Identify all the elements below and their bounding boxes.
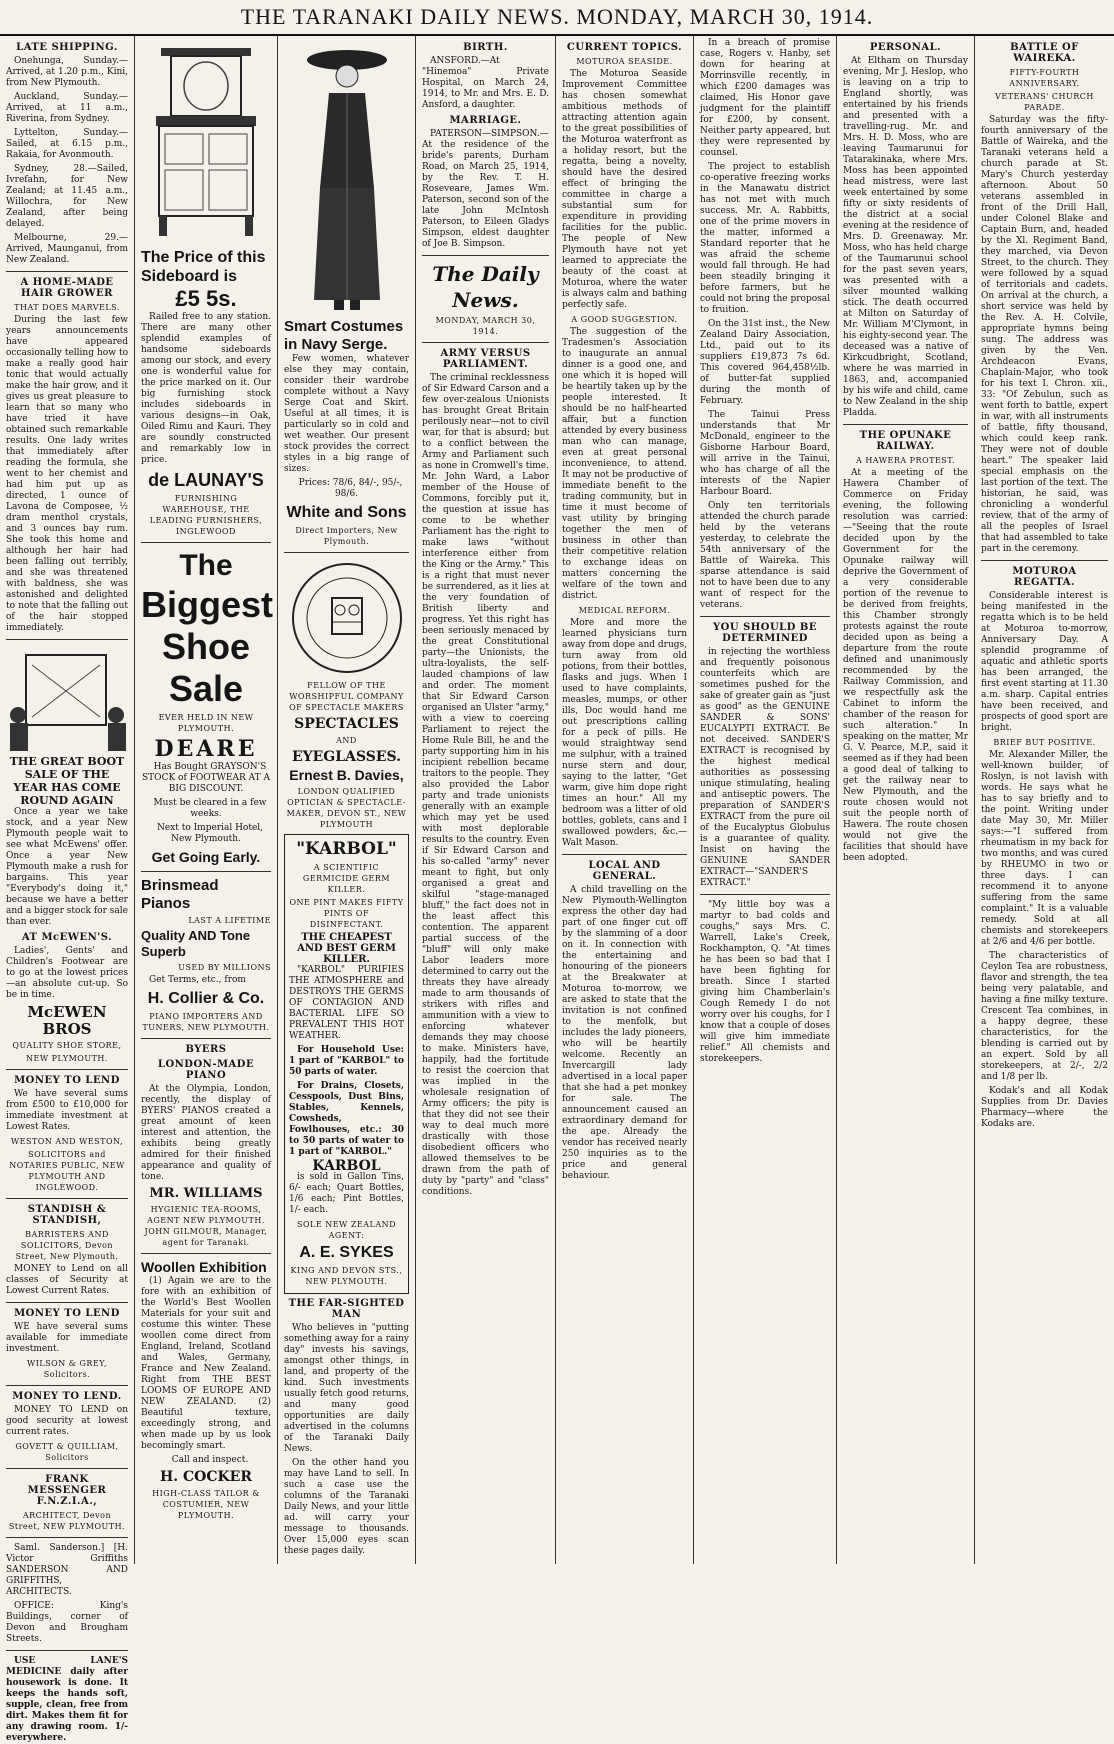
davies-name: Ernest B. Davies, <box>289 767 404 783</box>
and-text: AND <box>336 736 357 745</box>
shoe-sale-sub: EVER HELD IN NEW PLYMOUTH. <box>158 713 254 733</box>
column-6 <box>694 36 837 1564</box>
medical-heading: MEDICAL REFORM. <box>578 606 671 615</box>
mcewen-town: NEW PLYMOUTH. <box>26 1054 108 1063</box>
shoe-sale-line-3: Shoe <box>161 626 250 667</box>
weston-sub: SOLICITORS and NOTARIES PUBLIC, NEW PLYMOUTH AND INGLEWOOD. <box>9 1150 125 1192</box>
money3-text: MONEY TO LEND on good security at lowest current rates. <box>6 1405 128 1437</box>
money2-text: WE have several sums available for immediate investment. <box>6 1322 128 1354</box>
cleared-text: Must be cleared in a few weeks. <box>153 798 267 819</box>
divider <box>6 1537 128 1538</box>
shoe-sale-line-2: Biggest <box>141 584 274 625</box>
battle-subheading-1: FIFTY-FOURTH ANNIVERSARY. <box>1009 68 1080 88</box>
moturoa-text: The Moturoa Seaside Improvement Committee has chosen somewhat ambitious methods of attracting attention again to the great possibilities of the Moturoa waterfront as a holiday resort, but the regatta, being a novelty, should have the desired effect of bringing the committee in charge a substantial sum for expenditure in providing facilities for the public. The people of New Plymouth have not yet learned to appreciate the beauty of the coast at Moturoa, where the water is always calm and bathing perfectly safe. <box>562 69 687 310</box>
millions-text: USED BY MILLIONS <box>178 963 271 972</box>
cheapest-text: THE CHEAPEST AND BEST GERM KILLER. <box>297 932 396 965</box>
medical-text: More and more the learned physicians turn away from dope and drugs, turn away from old potions, from their bottles, flasks and jugs. When I used to have complaints, measles, mumps, or other ills, Doc would hand me out prescriptions calling for a peck of pills. He would straightway send me sulphur, with a trained nurse stern and dour, saying to the latter, "Get warm, give him dope right times an hour." All my bedroom was a litter of old bottles, goblets, cans and I swallowed powders, &c.—Walt Mason. <box>562 618 687 848</box>
suggestion-text: The suggestion of the Tradesmen's Association to inaugurate an annual dinner is a good one, and one which it is hoped will be heartily taken up by the people interested. It should be no half-hearted affair, but a function attended by every business man who can manage, even at great personal inconvenience, to attend. It may not be productive of immediate benefit to the trading community, but in time it must become of vast utility by bringing together the men of business in other than their competitive relation to exchange ideas on matters concerning the welfare of the town and district. <box>562 327 687 601</box>
column-8 <box>975 36 1114 1564</box>
karbol-heading: "KARBOL" <box>296 839 397 859</box>
deare-text: Has Bought GRAYSON'S STOCK of FOOTWEAR AT A BIG DISCOUNT. <box>142 762 270 794</box>
divider <box>981 560 1108 561</box>
opunake-heading: THE OPUNAKE RAILWAY. <box>859 430 952 452</box>
karbol-text: "KARBOL" PURIFIES THE ATMOSPHERE and DESTROYS THE GERMS OF CONTAGION AND BACTERIAL LIFE SO PREVALENT THIS HOT WEATHER. <box>289 965 404 1041</box>
newspaper-logo: The Daily News. <box>432 262 539 312</box>
last-lifetime: LAST A LIFETIME <box>188 916 271 925</box>
project-text: The project to establish co-operative freezing works in the Manawatu district has not met with much success. Mr. A. Rabbitts, one of the prime movers in the matter, informed a Standard reporter that he was afraid the scheme would fall through. He had been steadily bringing it before farmers, but he could not bring the proposal to fruition. <box>700 162 830 315</box>
delaunay-sub: FURNISHING WAREHOUSE, THE LEADING FURNISHERS, INGLEWOOD <box>149 494 263 536</box>
column-1 <box>0 36 135 1743</box>
shipping-item: Lyttelton, Sunday.—Sailed, at 6.15 p.m., Rakaia, for Avonmouth. <box>6 128 128 160</box>
smart-costumes-heading: Smart Costumes in Navy Serge. <box>284 318 404 353</box>
masthead-title: THE TARANAKI DAILY NEWS. MONDAY, MARCH 30, 1914. <box>0 0 1114 36</box>
personal-heading: PERSONAL. <box>869 42 942 53</box>
sanderson-sub: OFFICE: King's Buildings, corner of Devon and Brougham Streets. <box>6 1601 128 1644</box>
brief-text: Mr. Alexander Miller, the well-known builder, of Roslyn, is not lavish with words. He says what he has to say briefly and to the point. Writing under date May 30, Mr. Miller says:—"I suffered from rheumatism in my back for two months, and was cured by RHEUMO in two or three days. I can recommend it to anyone suffering from the same complaint." It is a valuable remedy. Sold at all chemists and storekeepers at 2/6 and 4/6 per bottle. <box>981 750 1108 947</box>
sykes-name: A. E. SYKES <box>299 1244 394 1261</box>
marriage-text: PATERSON—SIMPSON.—At the residence of the bride's parents, Durham Road, on March 25, 1914, by the Rev. T. H. Roseveare, James Wm. Paterson, second son of the late John McIntosh Paterson, to Eileen Gladys Simpson, eldest daughter of Joe B. Simpson. <box>422 129 549 249</box>
quality-text: Quality AND Tone Superb <box>141 928 251 959</box>
collier-sub: PIANO IMPORTERS AND TUNERS, NEW PLYMOUTH. <box>142 1012 270 1032</box>
column-3 <box>278 36 416 1564</box>
sold-text: is sold in Gallon Tins, 6/- each; Quart Bottles, 1/6 each; Pint Bottles, 1/- each. <box>289 1172 404 1215</box>
battle-subheading-2: VETERANS' CHURCH PARADE. <box>995 92 1094 112</box>
karbol-sub: A SCIENTIFIC GERMICIDE GERM KILLER. <box>302 863 391 894</box>
shipping-item: Onehunga, Sunday.—Arrived, at 1.20 p.m., Kini, from New Plymouth. <box>6 56 128 88</box>
spectacle-makers-seal-icon <box>284 558 410 678</box>
divider <box>700 894 830 895</box>
davies-sub: LONDON QUALIFIED OPTICIAN & SPECTACLE-MAKER, DEVON ST., NEW PLYMOUTH <box>286 787 407 829</box>
kodak-text: Kodak's and all Kodak Supplies from Dr. Davies Pharmacy—where the Kodaks are. <box>981 1086 1108 1129</box>
mcewen-sub: QUALITY SHOE STORE, <box>12 1041 122 1050</box>
far-sighted-end: On the other hand you may have Land to sell. In such a case use the columns of the Taranaki Daily News, and your little ad. will carry your message to thousands. Over 15,000 eyes scan these pages daily. <box>284 1458 409 1556</box>
divider <box>6 1302 128 1303</box>
messenger-sub: ARCHITECT, Devon Street, NEW PLYMOUTH. <box>8 1511 126 1531</box>
lane-medicine-ad: USE LANE'S MEDICINE daily after housework is done. It keeps the hands soft, supple, clean, free from dirt. Makes them fit for any drawing room. 1/- everywhere. <box>6 1656 128 1743</box>
money2-heading: MONEY TO LEND <box>14 1308 120 1319</box>
woollen-text: (1) Again we are to the fore with an exhibition of the World's Best Woollen Materials for your suit and costume this winter. These woollen come direct from England, Ireland, Scotland and Wales, Germany, France and New Zealand. Right from THE BEST LOOMS OF EUROPE AND NEW ZEALAND. (2) Beautiful texture, exceedingly strong, and when made up by us look becomingly smart. <box>141 1276 271 1451</box>
sander-heading: YOU SHOULD BE DETERMINED <box>713 622 817 644</box>
prices-text: Prices: 78/6, 84/-, 95/-, 98/6. <box>298 478 403 499</box>
far-sighted-heading: THE FAR-SIGHTED MAN <box>288 1298 405 1320</box>
divider <box>284 552 409 553</box>
smart-costumes-text: Few women, whatever else they may contain, consider their wardrobe complete without a Navy Serge Coat and Skirt. Useful at all times, it is particularly so in cold and wet weather. Our present stock provides the correct styles in a big range of sizes. <box>284 354 409 474</box>
mcewens-text: Ladies', Gents' and Children's Footwear are to go at the lowest prices—an absolute cut-up. So be in time. <box>6 946 128 1000</box>
white-sons-name: White and Sons <box>286 504 407 521</box>
divider <box>6 1650 128 1651</box>
divider <box>141 1038 271 1039</box>
mcewens-heading: AT McEWEN'S. <box>21 932 113 943</box>
opunake-text: At a meeting of the Hawera Chamber of Commerce on Friday evening, the following resolution was carried:—"Seeing that the route decided upon by the Government for the Opunake railway will deprive the Government of a very considerable portion of the revenue to be derived from freights, this Chamber strongly protests against the route decided upon as being a departure from the route defined and unanimously recommended by the Railway Commission, and we respectfully ask the Cabinet to inform the chamber of the reason for such alteration." In speaking on the matter, Mr G. V. Pearce, M.P., said it seemed as if they had been a good deal of talking to get the railway near to New Plymouth, and the route chosen would not suit the people north of Hawera. The route chosen would not give the facilities that should have been adopted. <box>843 468 968 863</box>
divider <box>6 1468 128 1469</box>
current-topics-heading: CURRENT TOPICS. <box>566 42 683 53</box>
sander-text: in rejecting the worthless and frequently poisonous counterfeits which are sometimes pushed for the sake of greater gain as "just as good" as the GENUINE SANDER & SONS' EUCALYPTI EXTRACT. Be not deceived. SANDER'S EXTRACT is recognised by the highest medical authorities as possessing unique stimulating, healing and antiseptic powers. The preparation of SANDER'S EXTRACT from the pure oil of the Eucalyptus Globulus is a guarantee of quality. Insist on having the GENUINE SANDER EXTRACT—"SANDER'S EXTRACT." <box>700 647 830 888</box>
boot-sale-illustration-icon <box>6 645 128 755</box>
birth-heading: BIRTH. <box>463 42 508 53</box>
early-text: Get Going Early. <box>151 849 261 865</box>
money-text: We have several sums from £500 to £10,000 for immediate investment at Lowest Rates. <box>6 1089 128 1132</box>
spectacles-heading: SPECTACLES <box>294 716 399 732</box>
price-heading: The Price of this Sideboard is <box>141 249 266 285</box>
harbour-text: The Tainui Press understands that Mr McDonald, engineer to the Gisborne Harbour Board, will arrive in the Tainui, who has charge of all the interests of the Napier Harbour Board. <box>700 410 830 497</box>
standish-sub: BARRISTERS AND SOLICITORS, Devon Street, New Plymouth. <box>15 1230 119 1261</box>
hair-article: During the last few years announcements have appeared occasionally telling how to make a really good hair tonic that would actually make the hair grow, and it gives us great pleasure to learn that so many who have tried it have obtained such remarkable results. One lady writes that immediately after reading the formula, she went to her chemist and had him put up as directed, 1 ounce of Lavona de Composee, ½ dram menthol crystals, and 3 ounces bay rum. She took this home and although her hair had been falling out terribly, and she was threatened with baldness, she was astonished and delighted to note that the falling out of the hair stopped immediately. <box>6 315 128 633</box>
column-4 <box>416 36 556 1564</box>
brief-heading: BRIEF BUT POSITIVE. <box>993 738 1096 747</box>
cough-remedy-text: "My little boy was a martyr to bad colds and coughs," says Mrs. C. Warrell, Lake's Creek, Rockhampton, Q. "At times he has been so bad that I have been fighting for breath. Since I started giving him Chamberlain's Cough Remedy I do not worry over his coughs, for I know that a couple of doses will give him immediate relief." All chemists and storekeepers. <box>700 900 830 1064</box>
marriage-heading: MARRIAGE. <box>449 115 522 126</box>
call-text: Call and inspect. <box>171 1455 249 1465</box>
standish-name: STANDISH & STANDISH, <box>27 1204 107 1226</box>
household-text: For Household Use: 1 part of "KARBOL" to 50 parts of water. <box>289 1045 404 1077</box>
lady-costume-illustration-icon <box>284 38 410 318</box>
divider <box>141 871 271 872</box>
divider <box>6 1069 128 1070</box>
drains-text: For Drains, Closets, Cesspools, Dust Bins, Stables, Kennels, Cowsheds, Fowlhouses, etc.: 30 to 50 parts of water to 1 part of "KARBOL." <box>289 1081 404 1157</box>
shipping-item: Melbourne, 29.—Arrived, Maunganui, from New Zealand. <box>6 233 128 265</box>
shipping-item: Sydney, 28.—Sailed, Ivrefahn, for New Zealand; at 11.45 a.m., Willochra, for New Zealand, after being delayed. <box>6 164 128 229</box>
regatta-text: Considerable interest is being manifested in the regatta which is to be held at Moturoa to-morrow, Anniversary Day. A splendid programme of aquatic and athletic sports has been arranged, the first event starting at 11.30 a.m. sharp. Capital entries have been received, and prospects of good sport are bright. <box>981 591 1108 733</box>
white-sons-sub: Direct Importers, New Plymouth. <box>295 526 398 546</box>
divider <box>141 1253 271 1254</box>
column-2 <box>135 36 278 1564</box>
agent-text: SOLE NEW ZEALAND AGENT: <box>296 1220 397 1240</box>
suggestion-heading: A GOOD SUGGESTION. <box>571 315 678 324</box>
divider <box>6 639 128 640</box>
boot-sale-heading: THE GREAT BOOT SALE OF THE YEAR HAS COME ROUND AGAIN <box>9 755 125 807</box>
deare-name: DEARE <box>154 736 258 762</box>
eyeglasses-heading: EYEGLASSES. <box>291 749 402 765</box>
divider <box>422 342 549 343</box>
williams-sub: HYGIENIC TEA-ROOMS, AGENT NEW PLYMOUTH. JOHN GILMOUR, Manager, agent for Taranaki. <box>144 1205 268 1247</box>
shipping-item: Auckland, Sunday.—Arrived, at 11 a.m., Riverina, from Sydney. <box>6 92 128 124</box>
sideboard-illustration-icon <box>141 38 271 248</box>
cocker-name: H. COCKER <box>160 1469 252 1485</box>
mcewen-bros-name: McEWEN BROS <box>27 1003 107 1038</box>
hair-heading: A HOME-MADE HAIR GROWER <box>20 277 114 299</box>
money3-heading: MONEY TO LEND. <box>12 1391 122 1402</box>
divider <box>6 1198 128 1199</box>
price-text: Railed free to any station. There are many other splendid examples of handsome sideboards among our stock, and every one is wonderful value for the price marked on it. Our big furnishing stock includes sideboards in various designs—in Oak, Oiled Rimu and Kauri. They are soundly constructed and remarkably low in price. <box>141 312 271 465</box>
tea-text: The characteristics of Ceylon Tea are robustness, flavor and strength, the tea being very palatable, and having a fine milky texture. Crescent Tea combines, in a happy degree, these characteristics, for the blending is carried out by an expert. Sold by all storekeepers, at 2/-, 2/2 and 1/8 per lb. <box>981 951 1108 1082</box>
messenger-name: FRANK MESSENGER F.N.Z.I.A., <box>27 1474 107 1507</box>
divider <box>700 616 830 617</box>
shoe-sale-line-1: The <box>179 549 233 582</box>
weston-name: WESTON AND WESTON, <box>10 1137 124 1146</box>
williams-name: MR. WILLIAMS <box>149 1186 263 1201</box>
money-heading: MONEY TO LEND <box>14 1075 120 1086</box>
byers-name: BYERS <box>185 1044 227 1055</box>
karbol-pint: ONE PINT MAKES FIFTY PINTS OF DISINFECTANT. <box>289 898 404 929</box>
battle-heading: BATTLE OF WAIREKA. <box>1010 42 1079 64</box>
regatta-heading: MOTUROA REGATTA. <box>1012 566 1077 588</box>
dairy-text: On the 31st inst., the New Zealand Dairy Association, Ltd., paid out to its suppliers £19,873 7s 6d. This covered 964,458½lb. of butter-fat supplied during the month of February. <box>700 319 830 406</box>
shipping-heading: LATE SHIPPING. <box>16 42 118 53</box>
boot-sale-text: Once a year we take stock, and a year New Plymouth people wait to see what McEwens' offer. Once a year New Plymouth make a rush for bargains. This year "Everybody's doing it," because we have a better and a bigger stock for sale than ever. <box>6 807 128 927</box>
shoe-sale-line-4: Sale <box>168 668 244 709</box>
price-value: £5 5s. <box>175 286 237 311</box>
column-7 <box>837 36 975 1564</box>
divider <box>843 424 968 425</box>
seal-caption: FELLOW OF THE WORSHIPFUL COMPANY OF SPECTACLE MAKERS <box>289 681 404 712</box>
territorials-text: Only ten territorials attended the church parade held by the veterans yesterday, to celebrate the 54th anniversary of the Battle of Waireka. This sparse attendance is said not to have been due to any want of respect for the veterans. <box>700 501 830 610</box>
byers-heading: LONDON-MADE PIANO <box>157 1059 255 1081</box>
column-5 <box>556 36 694 1564</box>
personal-text: At Eltham on Thursday evening, Mr J. Heslop, who is leaving on a trip to England shortly, was entertained by his friends and presented with a travelling-rug. Mr. and Mrs. H. D. Moss, who are leaving Taumarunui for Tatarakinaka, where Mrs. Moss has been appointed head mistress, were last week entertained by some fifty or sixty residents of the district at a social evening at the residence of Mrs. D. Greenaway. Mr. Moss, who has held charge of the Taumarunui school for the past seven years, was presented with a silver mounted walking stick. The death occurred at Milton on Saturday of Mr. William M'Clymont, in his eighty-second year. The deceased was a native of Kirkcudbright, Scotland, where he was married in 1863, and, accompanied by his wife and child, came to New Zealand in the ship Pladda. <box>843 56 968 418</box>
hair-subheading: THAT DOES MARVELS. <box>14 303 120 312</box>
army-text: The criminal recklessness of Sir Edward Carson and a few over-zealous Unionists has brought Great Britain perilously near—not to civil war, for that is absurd; but to a conflict between the Army and Parliament such as none in Cromwell's time. Mr. John Ward, a Labor member of the House of Commons, forcibly put it, the question at issue has come to be whether Parliament has the right to make laws "without interference either from the King or the Army." This is a right that must never be surrendered, as it lies at the very foundation of British liberty and progress. Yet this right has been seriously menaced by the great Constitutional party—the Unionists, the ultra-loyalists, the self-lauded champions of law and order. The moment that Sir Edward Carson organised an Ulster "army," with a view to coercing Parliament to reject the Home Rule Bill, he and the party supporting him in his incipient rebellion became traitors to the people. They also provided the Labor party and trade unionists generally with an example which may yet be used with most deplorable results to the country. Even if Sir Edward Carson and his so-called "army" never meant to fight, but only organised a great and skilful "stage-managed bluff," the fact does not in the least affect this contention. The apparent partial success of the "bluff" will only make Labor leaders more determined to carry out the threats they have already made to arm thousands of strikers with rifles and ammunition with a view to enforcing whatever demands they may choose to make. Ministers have, happily, had the fortitude to resist the coercion that was implied in the wholesale resignation of Army officers; the pity is that they did not see their way to deal much more drastically with those disobedient officers who allowed themselves to be drawn from the path of duty by "party" and "class" conditions. <box>422 373 549 1197</box>
collier-name: H. Collier & Co. <box>147 990 265 1007</box>
delaunay-name: de LAUNAY'S <box>148 470 264 490</box>
divider <box>6 1385 128 1386</box>
local-text: A child travelling on the New Plymouth-Wellington express the other day had part of one finger cut off by the slamming of a door on it. In connection with the entertaining and honouring of the pioneers at the Breakwater at Moturoa to-morrow, we are asked to state that the invitation is not confined to the menfolk, but includes the lady pioneers, who will be heartily welcome. Recently an Invercargill lady advertised in a local paper that she had a pet monkey for sale. The announcement caused an extraordinary demand for the ape. Already the vendor has received nearly 250 inquiries as to the price and general behaviour. <box>562 885 687 1181</box>
issue-date: MONDAY, MARCH 30, 1914. <box>435 316 536 336</box>
promise-text: In a breach of promise case, Rogers v. Hanby, set down for hearing at Morrinsville recently, in which £200 damages was claimed, His Honor gave judgment for the plaintiff for £200, by consent. Neither party appeared, but they were represented by counsel. <box>700 38 830 158</box>
cocker-sub: HIGH-CLASS TAILOR & COSTUMIER, NEW PLYMOUTH. <box>152 1489 260 1520</box>
govett-name: GOVETT & QUILLIAM, Solicitors <box>15 1442 119 1462</box>
moturoa-heading: MOTUROA SEASIDE. <box>576 57 673 66</box>
standish-text: MONEY to Lend on all classes of Security at Lowest Current Rates. <box>6 1264 128 1296</box>
woollen-heading: Woollen Exhibition <box>141 1259 267 1275</box>
karbol-heading-2: KARBOL <box>312 1158 381 1174</box>
divider <box>562 854 687 855</box>
sanderson-name: Saml. Sanderson.] [H. Victor Griffiths SANDERSON AND GRIFFITHS, ARCHITECTS. <box>6 1543 128 1597</box>
battle-text: Saturday was the fifty-fourth anniversary of the Battle of Waireka, and the Taranaki veterans held a church parade at St. Mary's Church yesterday afternoon. About 50 veterans assembled in front of the Drill Hall, under Colonel Blake and Captain Burn, and, headed by the Xl. Regiment Band, they marched, via Devon Street, to the church. They were followed by a squad of territorials and cadets. On arrival at the church, a short service was held by the Rev. A. H. Colvile, appropriate hymns being sung. The address was given by the Ven. Archdeacon Evans, Chaplain-Major, who took for his text I. Chron. xii., 33: "Of Zebulun, such as went forth to battle, expert in war, with all instruments of battle, fifty thousand, which could keep rank. They were not of double heart." The speaker laid special emphasis on the last portion of the text. The historian, he said, was chronicling a wonderful review, that of the army of all the peoples of Israel that had assembled to take part in the ceremony. <box>981 115 1108 554</box>
sykes-sub: KING AND DEVON STS., NEW PLYMOUTH. <box>290 1266 403 1286</box>
brinsmead-name: Brinsmead Pianos <box>141 877 219 912</box>
byers-text: At the Olympia, London, recently, the display of BYERS' PIANOS created a great amount of keen interest and attention, the exhibits being greatly admired for their finished appearance and quality of tone. <box>141 1084 271 1182</box>
karbol-ad <box>284 834 409 1294</box>
army-heading: ARMY VERSUS PARLIAMENT. <box>440 348 531 370</box>
divider <box>422 255 549 256</box>
terms-text: Get Terms, etc., from <box>149 975 246 985</box>
hotel-text: Next to Imperial Hotel, New Plymouth. <box>156 823 264 844</box>
divider <box>6 271 128 272</box>
far-sighted-text: Who believes in "putting something away for a rainy day" invests his savings, amongst other things, in land, and property of the kind. Such investments usually fetch good returns, and many good opportunities are daily advertised in the columns of the Taranaki Daily News. <box>284 1323 409 1454</box>
local-heading: LOCAL AND GENERAL. <box>588 860 661 882</box>
divider <box>141 542 271 543</box>
wilson-name: WILSON & GREY, Solicitors. <box>27 1359 107 1379</box>
opunake-subheading: A HAWERA PROTEST. <box>856 456 955 465</box>
columns <box>0 36 1114 1743</box>
birth-text: ANSFORD.—At "Hinemoa" Private Hospital, on March 24, 1914, to Mr. and Mrs. E. D. Ansford, a daughter. <box>422 56 549 110</box>
